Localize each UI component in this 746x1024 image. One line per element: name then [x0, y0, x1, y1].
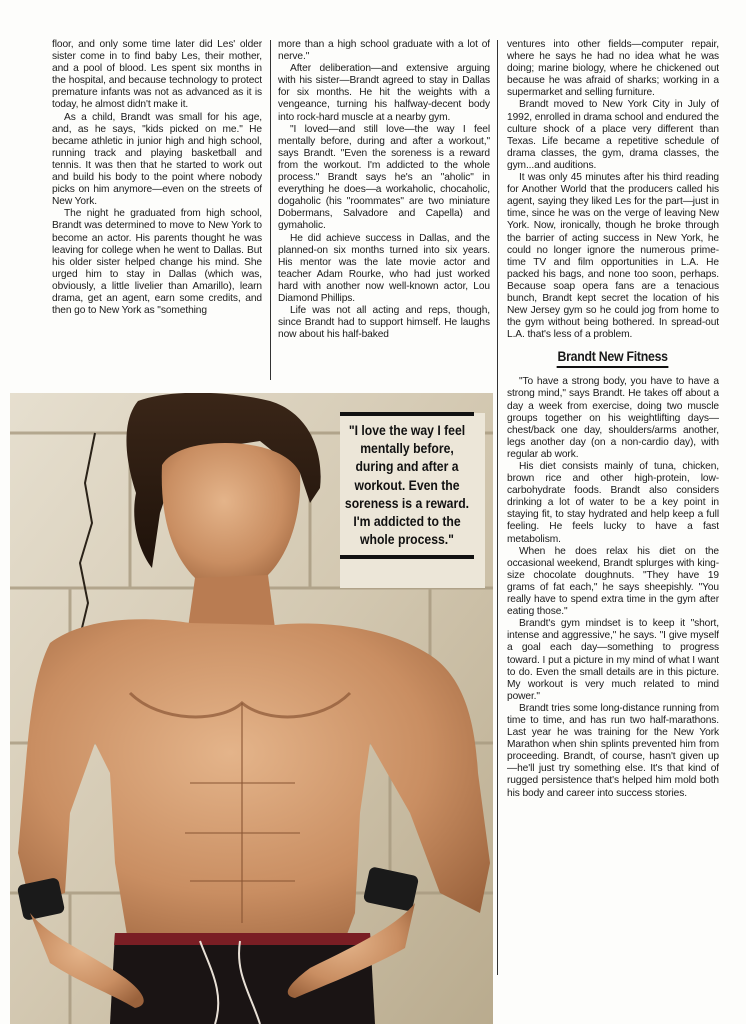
- article-column-1: [52, 39, 262, 384]
- pull-quote: [340, 412, 474, 559]
- paragraph: Life was not all acting and reps, though, since Brandt had to support himself. He laughs now about his half-baked: [278, 305, 490, 341]
- paragraph: As a child, Brandt was small for his age, and, as he says, "kids picked on me." He became athletic in junior high and high school, running track and playing basketball and tennis. It was then that he started to work out and build his body to the point where nobody picks on him anymore—even on the streets of New York.: [52, 111, 262, 208]
- paragraph: Brandt tries some long-distance running from time to time, and has run two half-marathons. Last year he was training for the New York Marathon when shin splints prevented him from proceeding. Brandt, of course, hasn't given up—he'll just try something else. It's that kind of rugged persistence that's helped him mold both his body and career into success stories.: [507, 702, 719, 799]
- paragraph: When he does relax his diet on the occasional weekend, Brandt splurges with king-size chocolate doughnuts. "They have 19 grams of fat each," he says sheepishly. "You really have to spend extra time in the gym after eating those.": [507, 545, 719, 618]
- paragraph: The night he graduated from high school, Brandt was determined to move to New York to become an actor. His parents thought he was leaving for college when he went to Dallas. But his older sister helped change his mind. She urged him to stay in Dallas (which was, obviously, a little livelier than Amarillo), learn drama, get an agent, earn some credits, and then go to New York as "something: [52, 208, 262, 317]
- pull-quote-rule-top: [340, 412, 474, 416]
- paragraph: ventures into other fields—computer repair, where he says he had no idea what he was doing; marine biology, where he chickened out because he was afraid of sharks; working in a supermarket and selling furniture.: [507, 39, 719, 99]
- paragraph: After deliberation—and extensive arguing with his sister—Brandt agreed to stay in Dallas for six months. He hit the weights with a vengeance, turning his halfway-decent body into rock-hard muscle at a nearby gym.: [278, 63, 490, 123]
- pull-quote-rule-bottom: [340, 555, 474, 559]
- paragraph: "I loved—and still love—the way I feel mentally before, during and after a workout," says Brandt. "Even the soreness is a reward from the workout. I'm addicted to the whole process." Brandt says he's an "aholic" in everything he does—a workaholic, chocaholic, dogaholic (his "roommates" are two miniature Dobermans, Salvadore and Capella) and gymaholic.: [278, 123, 490, 232]
- paragraph: "To have a strong body, you have to have a strong mind," says Brandt. He takes off about a day a week from exercise, doing two muscle groups together on his weightlifting days—chest/back one day, shoulders/arms another, legs another day (on a non-cardio day), with regular ab work.: [507, 376, 719, 460]
- paragraph: His diet consists mainly of tuna, chicken, brown rice and other high-protein, low-carbohydrate foods. Brandt also considers drinking a lot of water to be a key point in staying fit, to stay hydrated and help keep a full feeling. He feels lucky to have a fast metabolism.: [507, 461, 719, 545]
- paragraph: floor, and only some time later did Les' older sister come in to find baby Les, their mother, and a pool of blood. Les spent six months in the hospital, and because technology to protect premature infants was not as advanced as it is today, he almost didn't make it.: [52, 39, 262, 111]
- column-divider: [497, 40, 498, 975]
- paragraph: Brandt's gym mindset is to keep it "short, intense and aggressive," he says. "I give myself a goal each day—something to progress toward. I put a picture in my mind of what I want to do. Even the small details are in this picture. My workout is very much related to mind power.": [507, 618, 719, 702]
- column-divider: [270, 40, 271, 380]
- paragraph: Brandt moved to New York City in July of 1992, enrolled in drama school and endured the culture shock of a place very different than Texas. Life became a repetitive schedule of drama classes, the gym, drama classes, the gym...and auditions.: [507, 99, 719, 171]
- pull-quote-text: "I love the way I feel mentally before, during and after a workout. Even the soreness is a reward. I'm addicted to the whole process.": [344, 423, 470, 549]
- section-subhead: [507, 347, 719, 368]
- subhead-text: Brandt New Fitness: [557, 347, 669, 368]
- article-column-3: [507, 39, 719, 959]
- paragraph: He did achieve success in Dallas, and the planned-on six months turned into six years. His mentor was the late movie actor and teacher Adam Rourke, who had just worked hard with another now well-known actor, Lou Diamond Phillips.: [278, 232, 490, 304]
- article-column-2: [278, 39, 490, 384]
- paragraph: more than a high school graduate with a lot of nerve.": [278, 39, 490, 63]
- paragraph: It was only 45 minutes after his third reading for Another World that the producers called his agent, saying they liked Les for the part—just in time, since he was on the verge of leaving New York. Now, ironically, though he broke through the barrier of acting success in New York, he could no longer ignore the numerous prime-time TV and film opportunities in L.A. He packed his bags, and none too soon, perhaps. Because soap opera fans are a tenacious bunch, Brandt kept secret the location of his New Jersey gym so he could jog from home to the gym without being bothered. In spread-out L.A. that's less of a problem.: [507, 172, 719, 341]
